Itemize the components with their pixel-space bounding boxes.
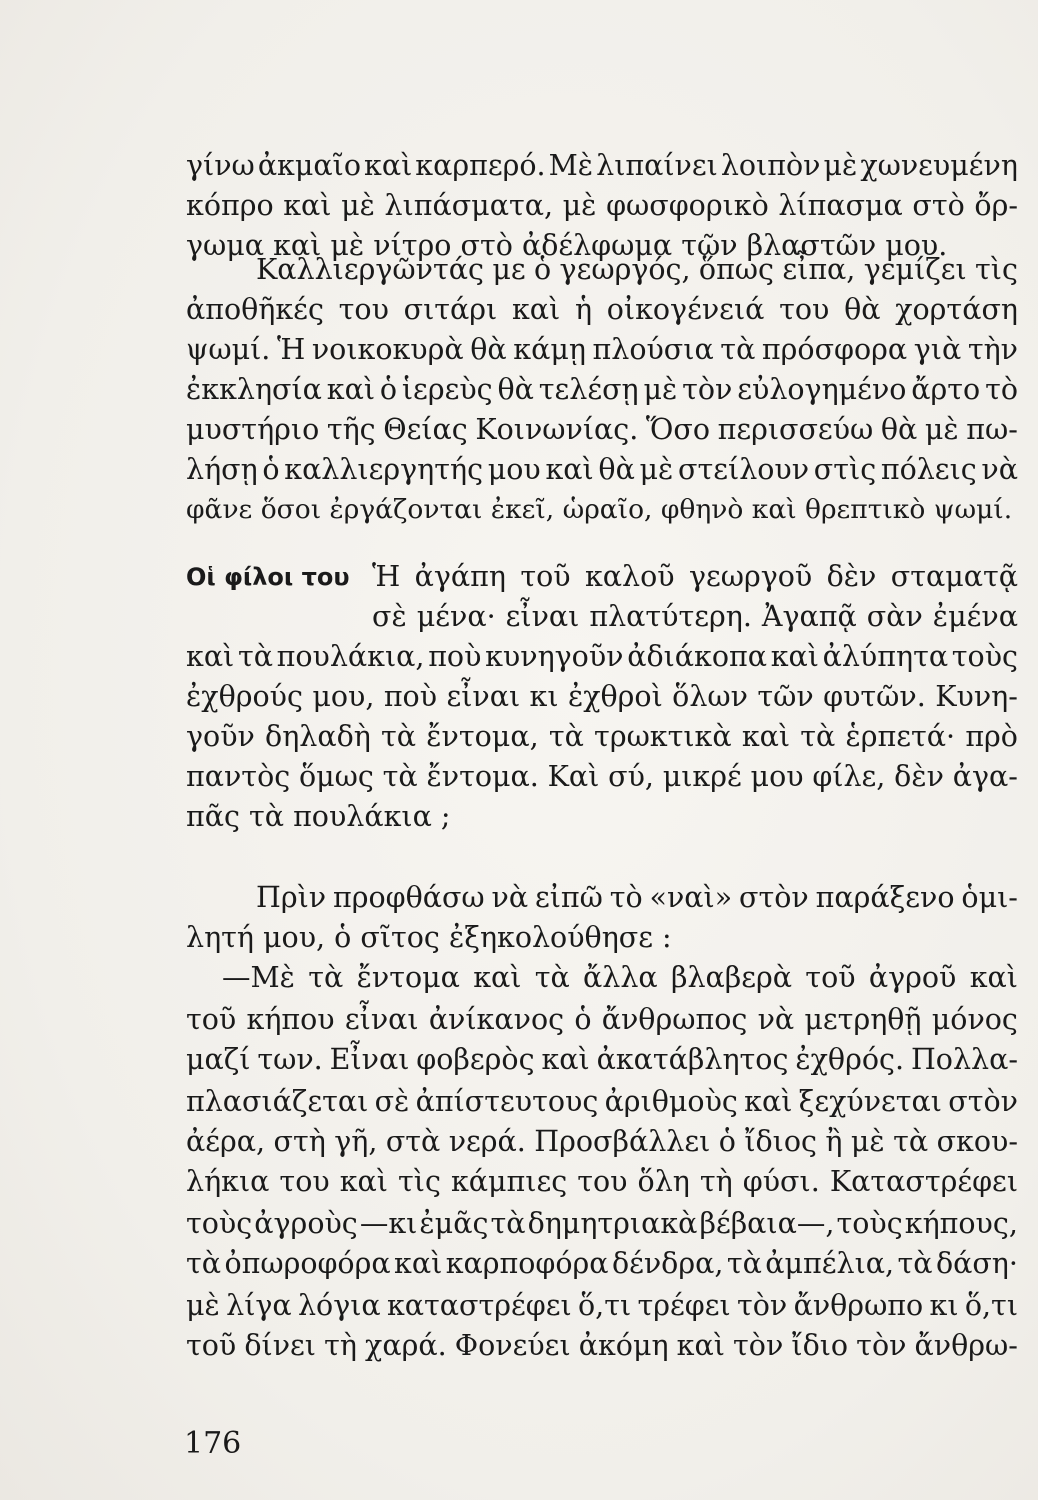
word: —Μὲ (222, 961, 295, 994)
word: ἴδιος (744, 1125, 817, 1158)
word: γεωργοῦ (688, 560, 813, 593)
word: βλαβερὰ (670, 961, 792, 994)
word: ἐμᾶς (419, 1207, 489, 1240)
text-line: γωμα καὶ μὲ νίτρο στὸ ἀδέλφωμα τῶν βλαστῶν μου. (186, 229, 948, 262)
word: τὰ (800, 720, 836, 753)
text-line (186, 757, 1018, 797)
word: τὰ (381, 720, 417, 753)
word: ἀλύπητα (822, 640, 949, 673)
word: στὰ (385, 1125, 441, 1158)
word: πλούσια (592, 333, 714, 366)
word: ἐκκλησία (186, 373, 322, 406)
word: στείλουν (678, 453, 810, 486)
word: ἴδιο (791, 1329, 849, 1362)
word: εἰπῶ (534, 881, 603, 914)
text-line (186, 1204, 1018, 1244)
word: τὸν (733, 1329, 784, 1362)
text-line (186, 370, 1018, 410)
text-line (186, 1286, 1018, 1326)
word: μυστήριο (186, 413, 320, 446)
word: μου (487, 453, 541, 486)
text-line (186, 717, 1018, 757)
word: κι (529, 680, 559, 713)
word: του (577, 1165, 628, 1198)
word: πλασιάζεται (186, 1085, 369, 1118)
word: Καλλιεργῶντάς (256, 253, 484, 286)
word: καὶ (339, 1165, 388, 1198)
word: ὀπωροφόρα (224, 1247, 391, 1280)
word: μὲ (341, 189, 375, 222)
word: σὰν (866, 600, 923, 633)
word: λόγια (297, 1289, 381, 1322)
word: κάμῃ (513, 333, 586, 366)
word: Ἡ (276, 333, 306, 366)
word: Ἀγαπᾷ (761, 600, 857, 633)
text-line (186, 290, 1018, 330)
word: πουλάκια, (276, 640, 425, 673)
word: ὅ,τι (578, 1289, 632, 1322)
word: νοικοκυρὰ (311, 333, 464, 366)
word: εὐλογημένο (737, 373, 907, 406)
word: Μὲ (548, 149, 594, 182)
word: γίνω (186, 149, 255, 182)
word: τοῦ (520, 560, 571, 593)
word: Ὅσο (645, 413, 710, 446)
word: ἀκμαῖο (257, 149, 361, 182)
word: τὰ (186, 1247, 222, 1280)
word: Καὶ (547, 760, 600, 793)
word: ἄνθρωπος (601, 1003, 748, 1036)
word: ἱερεὺς (401, 373, 493, 406)
word: κόπρο (186, 189, 274, 222)
word: μὲ (850, 1125, 885, 1158)
side-heading: Οἱ φίλοι του (186, 563, 350, 591)
word: μὲ (643, 373, 678, 406)
word: ὅπως (698, 253, 775, 286)
word: γῆ, (334, 1125, 378, 1158)
word: δένδρα, (611, 1247, 724, 1280)
word: κυνηγοῦν (485, 640, 624, 673)
word: Καταστρέφει (829, 1165, 1018, 1198)
word: τοῦ (186, 1329, 237, 1362)
word: καρπερό. (415, 149, 546, 182)
word: τὸν (737, 1289, 788, 1322)
word: —κι (359, 1207, 418, 1240)
word: μὲ (186, 1289, 220, 1322)
text-line (186, 1162, 1018, 1202)
word: μένα· (416, 600, 496, 633)
word: γεμίζει (863, 253, 967, 286)
word: πω- (966, 413, 1018, 446)
word: πρὸ (965, 720, 1018, 753)
word: δὲν (894, 760, 944, 793)
word: τὴν (967, 333, 1018, 366)
word: χορτάση (895, 293, 1018, 326)
word: χωνευμένη (860, 149, 1018, 182)
word: χαρά. (365, 1329, 447, 1362)
text-line (186, 330, 1018, 370)
page-number: 176 (184, 1426, 242, 1461)
word: σὲ (372, 600, 407, 633)
word: ἀπίστευτους (415, 1085, 599, 1118)
word: ὁ (262, 453, 280, 486)
word: τὰ (534, 961, 570, 994)
word: κι (929, 1289, 959, 1322)
word: στὸν (948, 1085, 1018, 1118)
word: ἡ (574, 293, 593, 326)
word: ὅλη (637, 1165, 690, 1198)
word: ἀνίκανος (428, 1003, 565, 1036)
word: ἄρτο (911, 373, 981, 406)
word: θὰ (470, 333, 507, 366)
text-line (256, 878, 1018, 918)
word: Πολλα- (910, 1043, 1018, 1076)
word: τὰ (726, 1247, 762, 1280)
word: λήκια (186, 1165, 270, 1198)
text-line (186, 677, 1018, 717)
word: καὶ (741, 720, 791, 753)
word: Προσβάλλει (534, 1125, 711, 1158)
word: καὶ (283, 189, 332, 222)
word: στὶς (813, 453, 877, 486)
word: φίλε, (812, 760, 886, 793)
word: τὸ (609, 881, 643, 914)
word: ἀγροῦ (868, 961, 957, 994)
word: καὶ (364, 149, 413, 182)
word: ποὺ (428, 640, 482, 673)
word: καταστρέφει (386, 1289, 572, 1322)
word: μικρέ (662, 760, 742, 793)
text-line (186, 637, 1018, 677)
word: δημητριακὰ (527, 1207, 698, 1240)
word: ὅμως (298, 760, 374, 793)
word: ἀέρα, (186, 1125, 266, 1158)
word: καρποφόρα (445, 1247, 609, 1280)
word: καὶ (326, 373, 376, 406)
word: θὰ (844, 293, 881, 326)
text-line (186, 1040, 1018, 1080)
word: τοὺς (951, 640, 1018, 673)
word: καὶ (770, 640, 819, 673)
word: γεωργός, (559, 253, 691, 286)
word: τοὺς (836, 1207, 903, 1240)
word: καὶ (545, 453, 594, 486)
word: ὁ (533, 253, 552, 286)
text-line: πᾶς τὰ πουλάκια ; (186, 800, 451, 833)
word: Πρὶν (256, 881, 327, 914)
word: σταματᾷ (890, 560, 1018, 593)
word: τρέφει (637, 1289, 731, 1322)
word: γοῦν (186, 720, 255, 753)
word: στὴ (273, 1125, 326, 1158)
word: λίπασμα (778, 189, 903, 222)
word: σύ, (608, 760, 654, 793)
word: Ἡ (372, 560, 401, 593)
word: ὁ (718, 1125, 736, 1158)
word: ἀριθμοὺς (604, 1085, 738, 1118)
word: ἀμπέλια, (765, 1247, 895, 1280)
word: στὸ (912, 189, 965, 222)
word: φοβερὸς (416, 1043, 535, 1076)
text-line: φᾶνε ὅσοι ἐργάζονται ἐκεῖ, ὡραῖο, φθηνὸ καὶ θρεπτικὸ ψωμί. (186, 494, 1013, 525)
word: θὰ (497, 373, 534, 406)
word: φωσφορικὸ (606, 189, 769, 222)
text-line: λητή μου, ὁ σῖτος ἐξηκολούθησε : (186, 921, 672, 954)
word: καὶ (676, 1329, 725, 1362)
word: νερά. (448, 1125, 526, 1158)
word: τὴ (324, 1329, 357, 1362)
text-line (372, 597, 1018, 637)
word: μου (750, 760, 804, 793)
word: μου, (312, 680, 375, 713)
word: εἶναι (344, 1003, 419, 1036)
word: γιὰ (913, 333, 962, 366)
word: ὅλων (672, 680, 748, 713)
text-line (186, 1244, 1018, 1284)
word: δίνει (244, 1329, 316, 1362)
word: βέβαια—, (699, 1207, 835, 1240)
word: ἄνθρωπο (793, 1289, 924, 1322)
word: μετρηθῇ (804, 1003, 922, 1036)
word: καὶ (186, 640, 235, 673)
word: ἐχθρός. (795, 1043, 905, 1076)
word: τὰ (893, 1125, 929, 1158)
word: ἔντομα (356, 961, 460, 994)
text-line (256, 250, 1018, 290)
word: Φονεύει (454, 1329, 571, 1362)
word: τελέσῃ (538, 373, 639, 406)
word: με (492, 253, 526, 286)
word: ψωμί. (186, 333, 271, 366)
word: ἔντομα. (426, 760, 539, 793)
word: του (338, 293, 389, 326)
word: κήπους, (904, 1207, 1018, 1240)
word: ἐμένα (932, 600, 1018, 633)
text-line (186, 146, 1018, 186)
word: παράξενο (815, 881, 955, 914)
word: τὰ (490, 1207, 526, 1240)
word: ἀγα- (952, 760, 1018, 793)
word: εἶπα, (782, 253, 856, 286)
word: λιπάσματα, (384, 189, 554, 222)
word: «ναὶ» (649, 881, 733, 914)
word: μὲ (823, 149, 858, 182)
word: τὰ (897, 1247, 933, 1280)
word: ὁ (574, 1003, 592, 1036)
word: ἄλλα (583, 961, 658, 994)
word: Κοινωνίας. (475, 413, 639, 446)
word: θὰ (598, 453, 635, 486)
word: τῆς (326, 413, 376, 446)
word: καὶ (394, 1247, 443, 1280)
word: ἀποθῆκές (186, 293, 324, 326)
word: καὶ (744, 1085, 793, 1118)
word: καὶ (511, 293, 561, 326)
word: του (779, 293, 830, 326)
word: μὲ (639, 453, 674, 486)
word: Εἶναι (329, 1043, 410, 1076)
word: τὶς (975, 253, 1018, 286)
word: τοῦ (186, 1003, 237, 1036)
word: δηλαδὴ (265, 720, 371, 753)
word: καὶ (969, 961, 1018, 994)
word: ἢ (825, 1125, 843, 1158)
word: του (279, 1165, 330, 1198)
word: Κυνη- (935, 680, 1018, 713)
word: κάμπιες (450, 1165, 568, 1198)
word: νὰ (491, 881, 529, 914)
word: πλατύτερη. (589, 600, 752, 633)
word: φύσι. (742, 1165, 820, 1198)
text-line (186, 410, 1018, 450)
word: σὲ (374, 1085, 410, 1118)
text-line (222, 958, 1018, 998)
word: λιπαίνει (596, 149, 718, 182)
word: τὸν (682, 373, 733, 406)
word: πρόσφορα (761, 333, 908, 366)
word: ἐχθροὶ (567, 680, 663, 713)
word: λοιπὸν (720, 149, 821, 182)
word: λίγα (226, 1289, 292, 1322)
word: παντὸς (186, 760, 291, 793)
word: τὴ (699, 1165, 733, 1198)
word: ξεχύνεται (798, 1085, 942, 1118)
word: ὄρ- (974, 189, 1018, 222)
word: τὰ (382, 760, 418, 793)
word: ποὺ (383, 680, 438, 713)
word: τοῦ (805, 961, 856, 994)
word: τὰ (720, 333, 756, 366)
word: τοὺς (186, 1207, 253, 1240)
word: ὁ (379, 373, 398, 406)
text-line (186, 450, 1018, 490)
word: οἰκογένειά (606, 293, 765, 326)
word: τὸ (985, 373, 1018, 406)
word: ἀγάπη (414, 560, 506, 593)
word: δάση· (935, 1247, 1018, 1280)
word: καλλιεργητής (284, 453, 484, 486)
word: τὰ (308, 961, 344, 994)
word: θὰ (880, 413, 918, 446)
word: νὰ (981, 453, 1018, 486)
word: καλοῦ (584, 560, 675, 593)
word: ἀγροὺς (254, 1207, 358, 1240)
word: μὲ (924, 413, 959, 446)
text-line (186, 1122, 1018, 1162)
word: τρωκτικὰ (594, 720, 732, 753)
word: κήπου (246, 1003, 335, 1036)
word: λήσῃ (186, 453, 258, 486)
word: εἶναι (446, 680, 521, 713)
word: στὸν (739, 881, 809, 914)
text-line (186, 1326, 1018, 1366)
word: δὲν (826, 560, 877, 593)
word: Θείας (383, 413, 468, 446)
word: καὶ (473, 961, 522, 994)
word: περισσεύω (717, 413, 874, 446)
word: τὰ (237, 640, 273, 673)
word: σιτάρι (403, 293, 498, 326)
word: ἀδιάκοπα (627, 640, 767, 673)
word: νὰ (757, 1003, 795, 1036)
word: προφθάσω (332, 881, 485, 914)
text-line (372, 557, 1018, 597)
word: των. (257, 1043, 323, 1076)
word: τὰ (548, 720, 584, 753)
word: μὲ (562, 189, 597, 222)
word: σκου- (936, 1125, 1018, 1158)
word: ἐχθρούς (186, 680, 303, 713)
word: τὶς (398, 1165, 441, 1198)
word: τῶν (757, 680, 814, 713)
word: πόλεις (880, 453, 977, 486)
word: ἀκατάβλητος (596, 1043, 789, 1076)
word: καὶ (541, 1043, 590, 1076)
text-line (186, 1000, 1018, 1040)
word: ἑρπετά· (845, 720, 956, 753)
word: ὁμι- (961, 881, 1018, 914)
word: ἀκόμη (578, 1329, 669, 1362)
word: φυτῶν. (823, 680, 926, 713)
word: εἶναι (505, 600, 580, 633)
word: μόνος (931, 1003, 1018, 1036)
word: ἔντομα, (426, 720, 539, 753)
word: μαζί (186, 1043, 251, 1076)
word: ἄνθρω- (914, 1329, 1018, 1362)
word: τὸν (856, 1329, 907, 1362)
word: ὅ,τι (964, 1289, 1018, 1322)
text-line (186, 1082, 1018, 1122)
text-line (186, 186, 1018, 226)
